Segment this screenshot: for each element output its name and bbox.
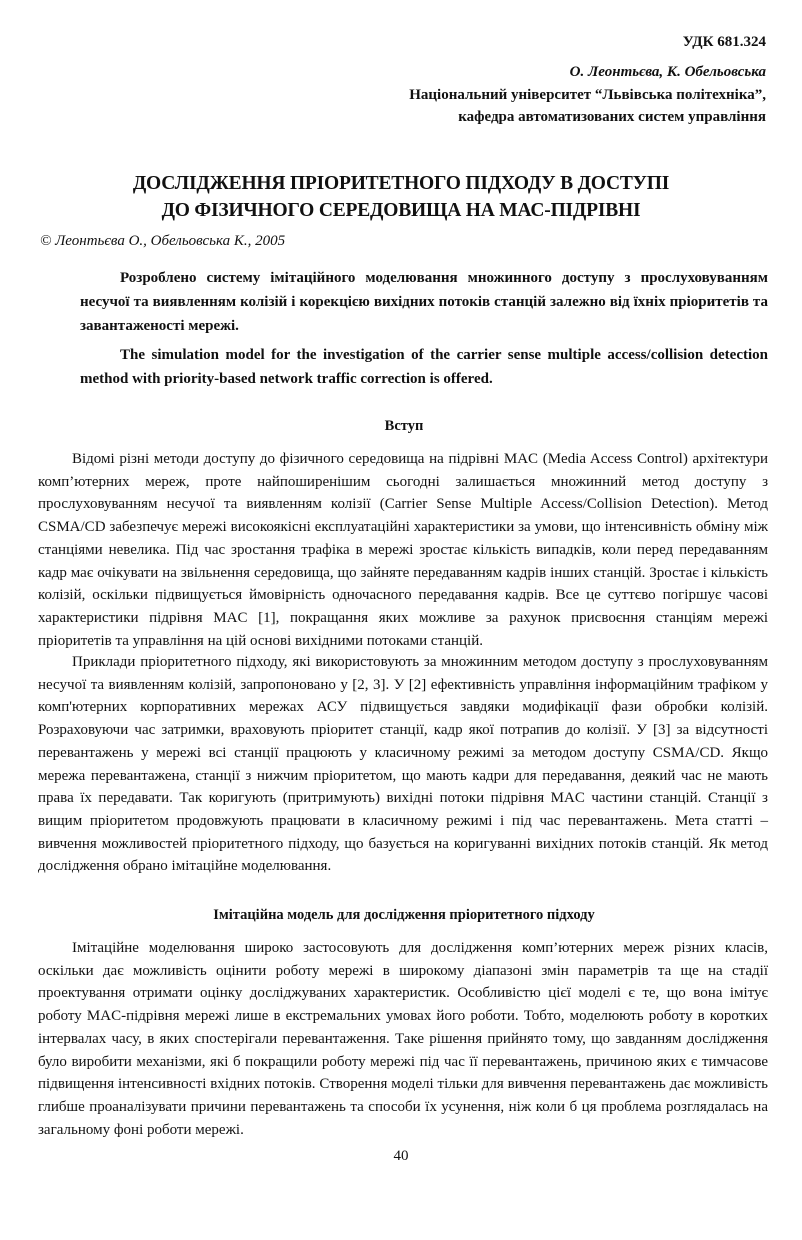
intro-paragraph-2: Приклади пріоритетного підходу, які використовують за множинним методом доступу з прослуховуванням несучої та виявленням колізій, запропоновано у [2, 3]. У [2] ефективність управління інформаційним трафіком у комп'ютерних корпоративних мережах АСУ підвищується завдяки модифікації фази обробки колізій. Розраховуючи час затримки, враховують пріоритет станції, кадр якої потрапив до колізії. У [3] за відсутності перевантажень у мережі всі станції працюють у класичному режимі за методом доступу CSMA/CD. Якщо мережа перевантажена, станції з нижчим пріоритетом, що мають кадри для передавання, деякий час не мають права їх передавати. Так коригують (притримують) вихідні потоки підрівня MAC частини станцій. Станції з вищим пріоритетом продовжують працювати в класичному режимі і під час перевантажень. Мета статті – вивчення можливостей пріоритетного підходу, що базується на коригуванні вихідних потоків станцій. Як метод дослідження обрано імітаційне моделювання. [38,654,768,875]
title-line-1: ДОСЛІДЖЕННЯ ПРІОРИТЕТНОГО ПІДХОДУ В ДОСТУПІ [132,173,670,194]
page-number: 40 [393,1148,409,1164]
abstract-ukrainian: Розроблено систему імітаційного моделювання множинного доступу з прослуховуванням несучої та виявленням колізій і корекцією вихідних потоків станцій залежно від їхніх пріоритетів та завантаженості мережі. [80,270,768,334]
title-line-2: ДО ФІЗИЧНОГО СЕРЕДОВИЩА НА МАС-ПІДРІВНІ [161,200,641,221]
affiliation [266,84,766,128]
affiliation-university: Національний університет “Львівська політехніка”, [409,87,766,103]
affiliation-department: кафедра автоматизованих систем управління [458,109,766,125]
paper-title [70,170,732,224]
udk-code: УДК 681.324 [682,34,766,50]
intro-paragraph-1: Відомі різні методи доступу до фізичного середовища на підрівні MAC (Media Access Control) архітектури комп’ютерних мереж, проте найпоширенішим сьогодні залишається множинний метод доступу з прослуховуванням несучої та виявленням колізії (Carrier Sense Multiple Access/Collision Detection). Метод CSMA/CD забезпечує мережі високоякісні експлуатаційні характеристики за умови, що інтенсивність обміну між станціями невелика. Під час зростання трафіка в мережі зростає кількість випадків, коли перед передаванням кадр має очікувати на звільнення середовища, що зайняте передаванням кадрів інших станцій. Зростає і кількість колізій, оскільки підвищується ймовірність одночасного передавання кадрів. Все це суттєво погіршує часові характеристики підрівня MAC [1], покращання яких можливе за рахунок присвоєння станціям мережі пріоритетів та управління на цій основі вихідними потоками станцій. [38,451,768,649]
authors: О. Леонтьєва, К. Обельовська [569,64,766,80]
model-paragraph-1: Імітаційне моделювання широко застосовують для дослідження комп’ютерних мереж різних класів, оскільки дає можливість оцінити роботу мережі в широкому діапазоні змін параметрів та ще на стадії проектування отримати оцінку досліджуваних характеристик. Особливістю цієї моделі є те, що вона імітує роботу MAC-підрівня мережі лише в екстремальних умовах його роботи. Тобто, моделюють роботу в коротких інтервалах часу, в яких спостерігали перевантаження. Таке рішення прийнято тому, що завданням дослідження було виробити механізми, які б покращили роботу мережі під час її перевантажень, причиною яких є тимчасове підвищення інтенсивності вхідних потоків. Створення моделі тільки для вивчення перевантажень дає можливість глибше проаналізувати причини перевантажень та способи їх усунення, ніж коли б ця проблема розглядалась на загальному фоні роботи мережі. [38,940,768,1138]
section-heading-intro: Вступ [384,418,424,434]
abstract-english: The simulation model for the investigation of the carrier sense multiple access/collision detection method with priority-based network traffic correction is offered. [80,347,768,387]
copyright-notice: © Леонтьєва О., Обельовська К., 2005 [40,233,286,249]
section-heading-model: Імітаційна модель для дослідження пріоритетного підходу [213,907,595,923]
